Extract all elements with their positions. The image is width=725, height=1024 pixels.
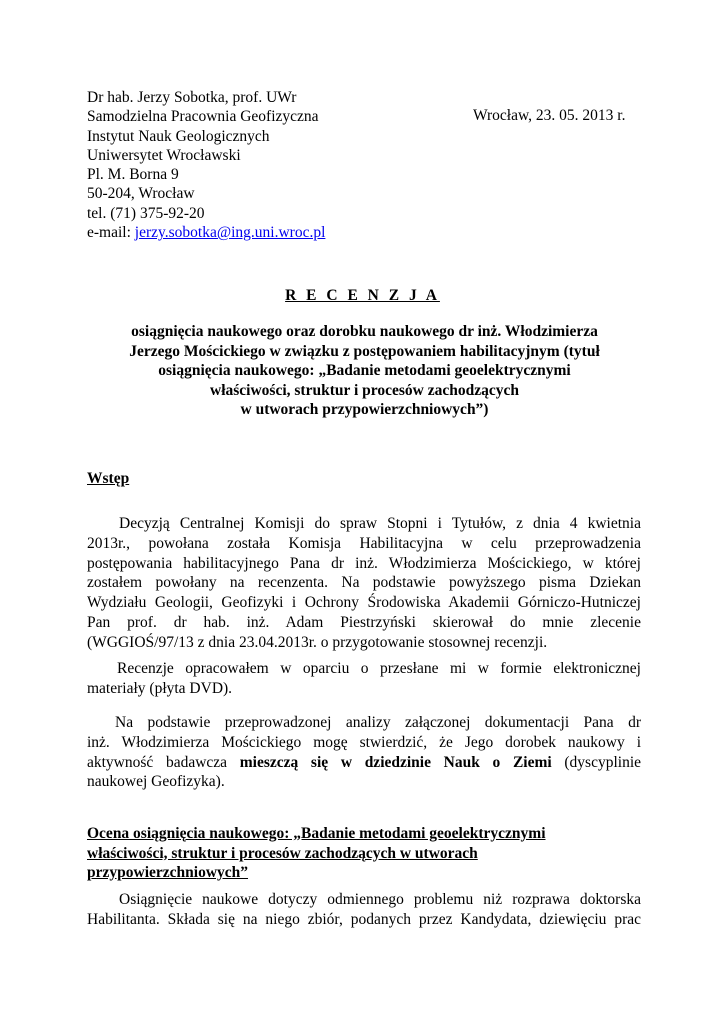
paragraph-line: zostałem powołany na recenzenta. Na podstawie powyższego pisma Dziekan bbox=[87, 574, 641, 592]
line-text: aktywność badawcza bbox=[87, 753, 240, 771]
heading-line: przypowierzchniowych” bbox=[87, 864, 249, 881]
email-line bbox=[87, 223, 325, 242]
subtitle-line: właściwości, struktur i procesów zachodzących bbox=[210, 381, 519, 399]
paragraph-decision bbox=[87, 514, 641, 653]
author-address-block bbox=[87, 88, 325, 242]
department-name: Samodzielna Pracownia Geofizyczna bbox=[87, 108, 319, 126]
subtitle-line: w utworach przypowierzchniowych”) bbox=[240, 401, 489, 418]
paragraph-line: Habilitanta. Składa się na niego zbiór, podanych przez Kandydata, dziewięciu prac bbox=[87, 910, 641, 928]
paragraph-line: Pan prof. dr hab. inż. Adam Piestrzyński skierował do mnie zlecenie bbox=[87, 613, 641, 631]
street-address: Pl. M. Borna 9 bbox=[87, 166, 179, 184]
paragraph-line: (WGGIOŚ/97/13 z dnia 23.04.2013r. o przygotowanie stosownej recenzji. bbox=[87, 633, 548, 651]
paragraph-line: Na podstawie przeprowadzonej analizy załączonej dokumentacji Pana dr bbox=[115, 714, 641, 731]
paragraph-line: materiały (płyta DVD). bbox=[87, 679, 233, 697]
paragraph-line: Decyzją Centralnej Komisji do spraw Stopni i Tytułów, z dnia 4 kwietnia bbox=[119, 515, 641, 532]
email-label: e-mail: bbox=[87, 224, 135, 242]
paragraph-line: naukowej Geofizyka). bbox=[87, 773, 225, 791]
paragraph-line: 2013r., powołana została Komisja Habilitacyjna w celu przeprowadzenia bbox=[87, 534, 641, 552]
bold-discipline-text: mieszczą się w dziedzinie Nauk o Ziemi bbox=[239, 753, 552, 771]
heading-line: Ocena osiągnięcia naukowego: „Badanie metodami geoelektrycznymi bbox=[87, 825, 546, 842]
postal-city: 50-204, Wrocław bbox=[87, 185, 195, 203]
paragraph-line: postępowania habilitacyjnego Pana dr inż. Włodzimierza Mościckiego, w której bbox=[87, 554, 641, 572]
paragraph-line: Wydziału Geologii, Geofizyki i Ochrony Środowiska Akademii Górniczo-Hutniczej bbox=[87, 594, 641, 612]
document-subtitle bbox=[87, 322, 642, 420]
document-title: R E C E N Z J A bbox=[285, 287, 440, 304]
subtitle-line: osiągnięcia naukowego: „Badanie metodami geoelektrycznymi bbox=[158, 362, 571, 379]
paragraph-line: Osiągnięcie naukowe dotyczy odmiennego problemu niż rozprawa doktorska bbox=[119, 891, 641, 908]
subtitle-line: osiągnięcia naukowego oraz dorobku naukowego dr inż. Włodzimierza bbox=[131, 323, 598, 340]
email-link[interactable]: jerzy.sobotka@ing.uni.wroc.pl bbox=[134, 224, 326, 242]
subtitle-line: Jerzego Mościckiego w związku z postępowaniem habilitacyjnym (tytuł bbox=[129, 342, 600, 360]
institute-name: Instytut Nauk Geologicznych bbox=[87, 127, 270, 145]
section-heading-ocena bbox=[87, 824, 546, 883]
university-name: Uniwersytet Wrocławski bbox=[87, 146, 241, 164]
section-heading-wstep: Wstęp bbox=[87, 470, 130, 487]
author-name: Dr hab. Jerzy Sobotka, prof. UWr bbox=[87, 89, 297, 106]
heading-line: właściwości, struktur i procesów zachodzących w utworach bbox=[87, 844, 478, 862]
paragraph-line: inż. Włodzimierza Mościckiego mogę stwierdzić, że Jego dorobek naukowy i bbox=[87, 733, 641, 751]
paragraph-materials bbox=[87, 659, 641, 699]
paragraph-achievement bbox=[87, 890, 641, 930]
document-date: Wrocław, 23. 05. 2013 r. bbox=[473, 107, 626, 124]
paragraph-line: Recenzje opracowałem w oparciu o przesłane mi w formie elektronicznej bbox=[117, 660, 641, 677]
paragraph-conclusion bbox=[87, 713, 641, 792]
paragraph-line bbox=[87, 753, 641, 773]
phone-number: tel. (71) 375-92-20 bbox=[87, 204, 205, 222]
line-text: (dyscyplinie bbox=[551, 753, 642, 771]
